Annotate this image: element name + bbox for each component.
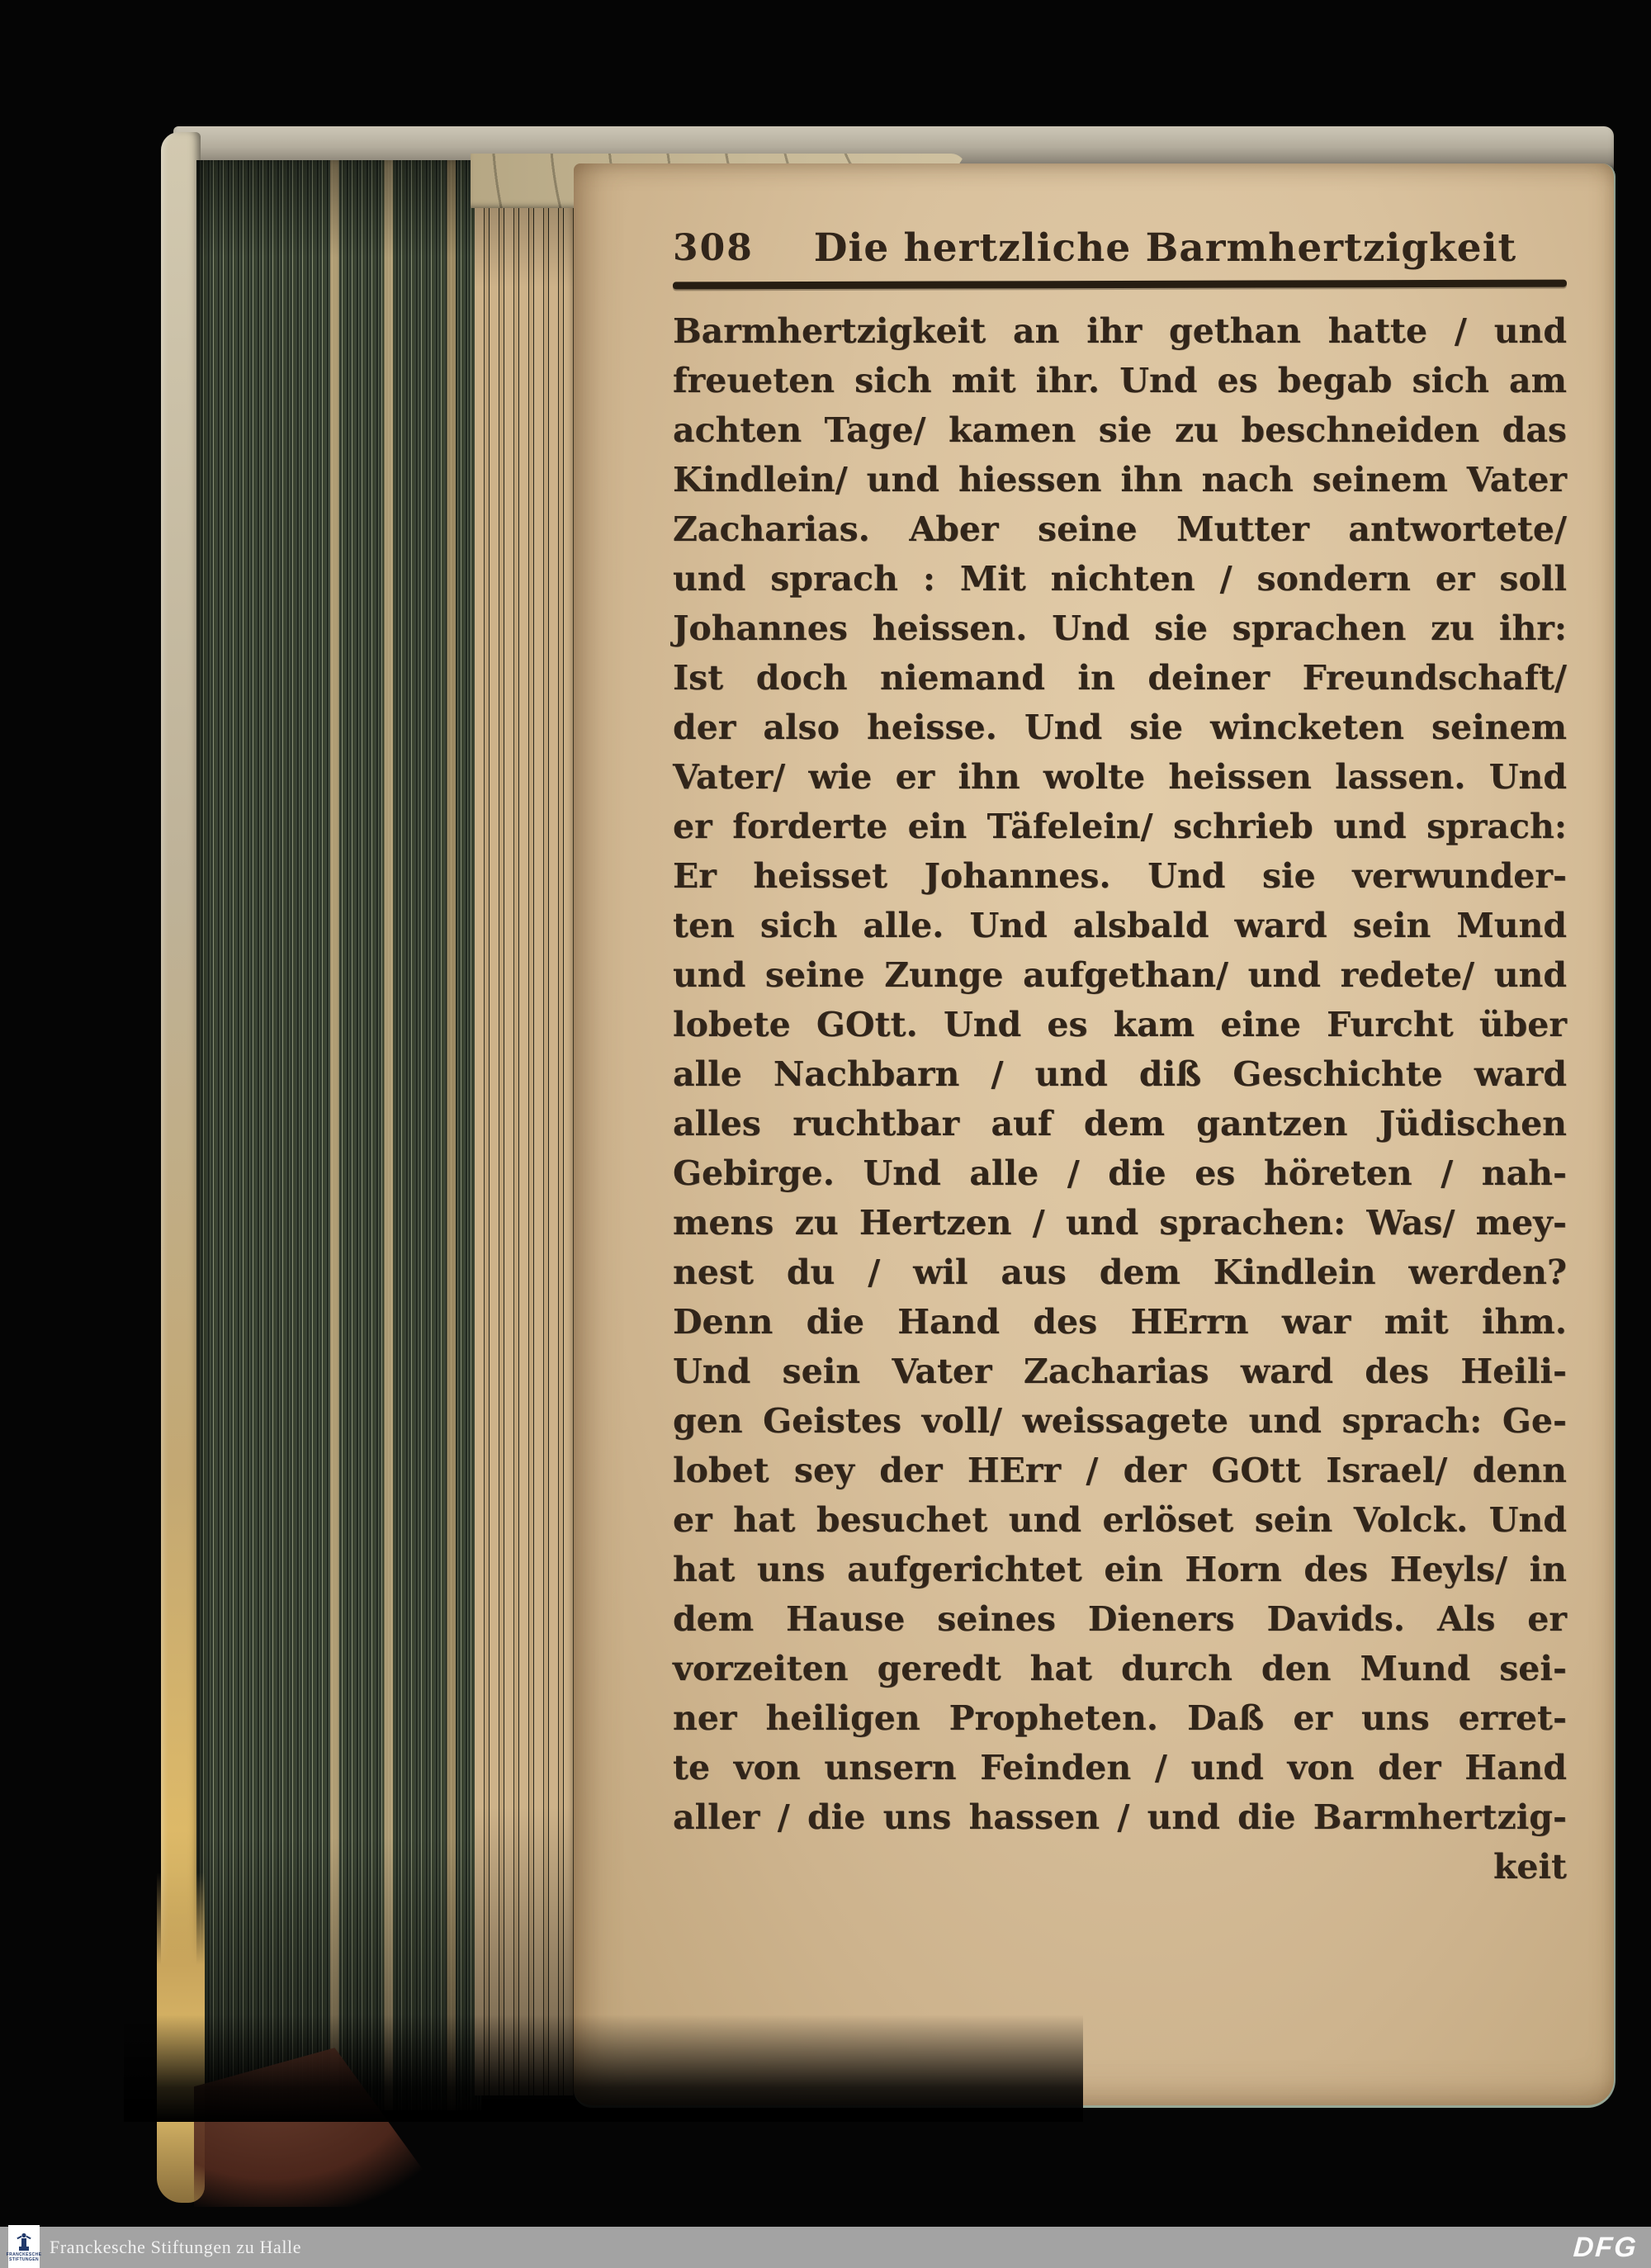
logo-text-line2: STIFTUNGEN (9, 2256, 39, 2262)
text-line: Und sein Vater Zacharias ward des Heili- (673, 1352, 1567, 1391)
leaf-edge-steps (475, 172, 574, 2095)
page-number: 308 (673, 226, 754, 269)
text-line: aller / die uns hassen / und die Barmhertzig- (673, 1797, 1567, 1837)
text-line: er hat besuchet und erlöset sein Volck. Und (673, 1500, 1567, 1540)
text-line: freueten sich mit ihr. Und es begab sich am (673, 361, 1567, 400)
header-rule (673, 280, 1567, 290)
text-line: alles ruchtbar auf dem gantzen Jüdischen (673, 1104, 1567, 1143)
francke-statue-icon (15, 2232, 33, 2251)
text-line: Vater/ wie er ihn wolte heissen lassen. Und (673, 757, 1567, 797)
book-cover-fore-edge (161, 132, 201, 2107)
text-line: und sprach : Mit nichten / sondern er soll (673, 559, 1567, 599)
book-page (574, 163, 1616, 2108)
text-line: dem Hause seines Dieners Davids. Als er (673, 1599, 1567, 1639)
bottom-shadow (124, 2015, 1083, 2122)
text-line: Ist doch niemand in deiner Freundschaft/ (673, 658, 1567, 698)
text-line: lobete GOtt. Und es kam eine Furcht über (673, 1005, 1567, 1044)
footer-bar (0, 2227, 1651, 2268)
text-line: der also heisse. Und sie wincketen seinem (673, 708, 1567, 747)
text-line: mens zu Hertzen / und sprachen: Was/ mey- (673, 1203, 1567, 1243)
page-stack-fore-edge (196, 160, 481, 2110)
text-line: Barmhertzigkeit an ihr gethan hatte / und (673, 311, 1567, 351)
text-line: er forderte ein Täfelein/ schrieb und sprach: (673, 807, 1567, 846)
text-line: ner heiligen Propheten. Daß er uns erret- (673, 1698, 1567, 1738)
franckesche-logo-text (7, 2252, 42, 2262)
text-line: Zacharias. Aber seine Mutter antwortete/ (673, 509, 1567, 549)
text-line: gen Geistes voll/ weissagete und sprach: Ge- (673, 1401, 1567, 1441)
dfg-logo: DFG (1572, 2232, 1639, 2263)
text-line: Kindlein/ und hiessen ihn nach seinem Vater (673, 460, 1567, 500)
text-line: alle Nachbarn / und diß Geschichte ward (673, 1054, 1567, 1094)
text-line: te von unsern Feinden / und von der Hand (673, 1748, 1567, 1787)
text-line: Johannes heissen. Und sie sprachen zu ihr: (673, 608, 1567, 648)
text-line: achten Tage/ kamen sie zu beschneiden das (673, 410, 1567, 450)
text-line: lobet sey der HErr / der GOtt Israel/ denn (673, 1451, 1567, 1490)
catchword: keit (1493, 1847, 1567, 1887)
text-line: Denn die Hand des HErrn war mit ihm. (673, 1302, 1567, 1342)
running-header-title: Die hertzliche Barmhertzigkeit (813, 225, 1517, 271)
institution-label: Franckesche Stiftungen zu Halle (50, 2237, 302, 2257)
book-photograph (124, 122, 1622, 2114)
text-line: vorzeiten geredt hat durch den Mund sei- (673, 1649, 1567, 1688)
text-line: nest du / wil aus dem Kindlein werden? (673, 1252, 1567, 1292)
text-line: Gebirge. Und alle / die es höreten / nah- (673, 1153, 1567, 1193)
text-line: ten sich alle. Und alsbald ward sein Mund (673, 906, 1567, 945)
franckesche-logo (8, 2225, 40, 2268)
text-block (673, 306, 1567, 1892)
text-line: hat uns aufgerichtet ein Horn des Heyls/ in (673, 1550, 1567, 1589)
running-header (673, 223, 1567, 272)
text-line: Er heisset Johannes. Und sie verwunder- (673, 856, 1567, 896)
logo-text-line1: FRANCKESCHE (6, 2251, 42, 2257)
text-line: und seine Zunge aufgethan/ und redete/ und (673, 955, 1567, 995)
